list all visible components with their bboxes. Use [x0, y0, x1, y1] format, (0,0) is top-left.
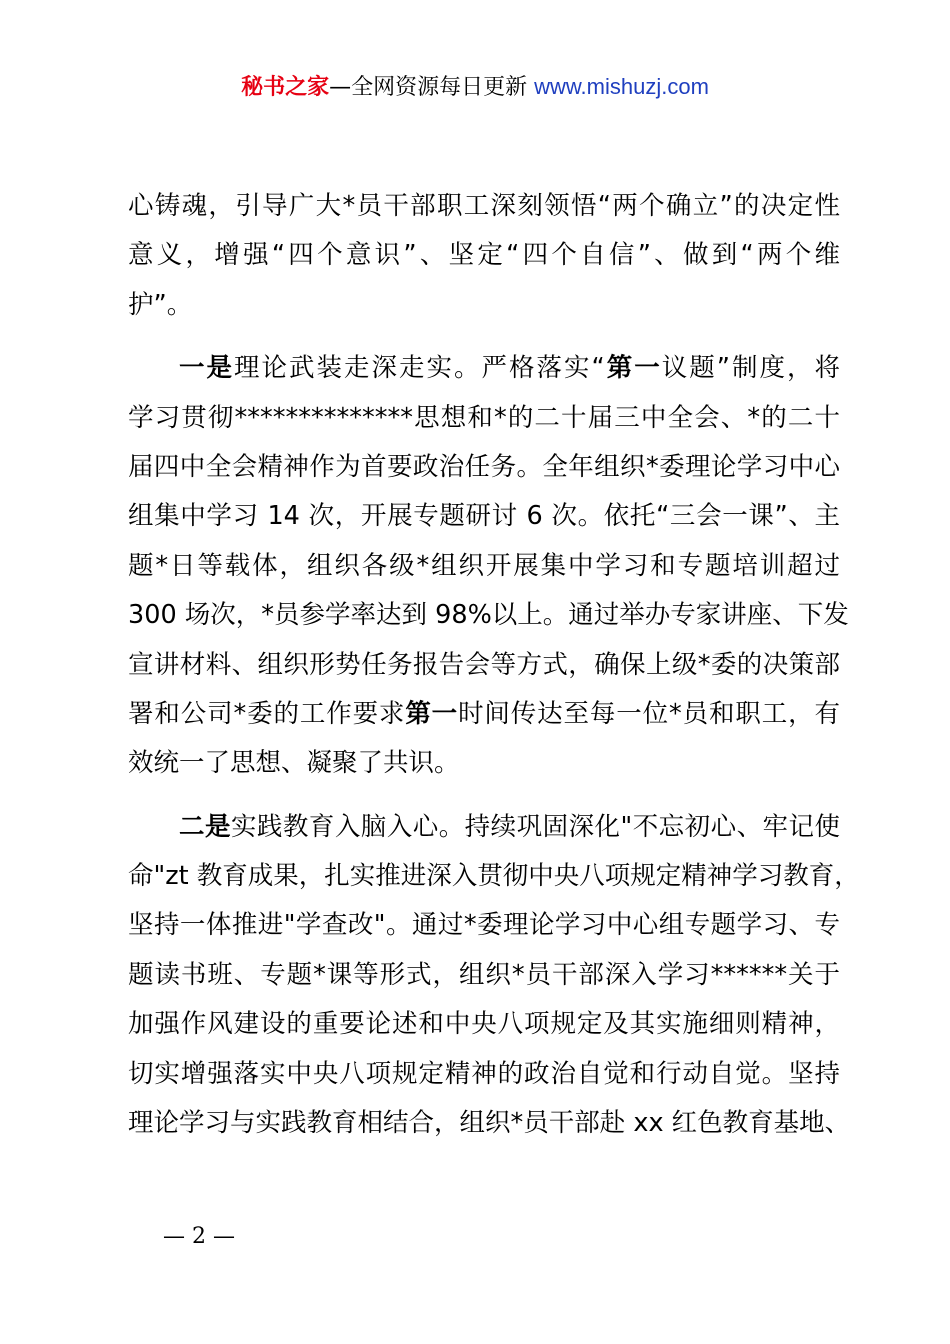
site-url-link[interactable]: www.mishuzj.com: [534, 74, 709, 99]
paragraph-intro: [128, 182, 840, 330]
text-line: 理论学习与实践教育相结合，组织*员干部赴 xx 红色教育基地、: [128, 1108, 851, 1139]
text-line: 学习贯彻**************思想和*的二十届三中全会、*的二十: [128, 402, 840, 433]
text-line: 护”。: [128, 289, 193, 320]
text-span: 时间传达至每一位*员和职工，有: [458, 698, 840, 729]
document-body: [128, 182, 860, 1148]
text-line: 加强作风建设的重要论述和中央八项规定及其实施细则精神，: [128, 1009, 840, 1040]
text-line: 组集中学习 14 次，开展专题研讨 6 次。依托“三会一课”、主: [128, 501, 840, 532]
text-line: 意义，增强“四个意识”、坚定“四个自信”、做到“两个维: [128, 240, 840, 271]
page-number: — 2 —: [163, 1224, 235, 1249]
text-line: [128, 344, 840, 393]
paragraph-lead: 二是: [179, 811, 231, 842]
site-brand: 秘书之家: [241, 75, 330, 100]
text-span: 议题”制度，将: [661, 353, 840, 384]
text-line: 心铸魂，引导广大*员干部职工深刻领悟“两个确立”的决定性: [128, 191, 840, 221]
page-header: [0, 72, 950, 103]
paragraph-practice: [128, 803, 860, 1149]
text-line: 届四中全会精神作为首要政治任务。全年组织*委理论学习中心: [128, 451, 840, 482]
text-line: 命"zt 教育成果，扎实推进深入贯彻中央八项规定精神学习教育，: [128, 861, 860, 892]
text-span: 实践教育入脑入心。持续巩固深化"不忘初心、牢记使: [230, 811, 840, 842]
text-line: 300 场次，*员参学率达到 98%以上。通过举办专家讲座、下发: [128, 600, 849, 631]
header-slogan: —全网资源每日更新: [329, 75, 528, 100]
text-line: [128, 803, 840, 852]
text-span: 理论武装走深走实。严格落实“: [234, 353, 605, 384]
text-line: 效统一了思想、凝聚了共识。: [128, 748, 460, 779]
text-line: 切实增强落实中央八项规定精神的政治自觉和行动自觉。坚持: [128, 1058, 840, 1089]
text-line: 宣讲材料、组织形势任务报告会等方式，确保上级*委的决策部: [128, 649, 840, 680]
paragraph-theory: [128, 344, 849, 789]
text-line: [128, 690, 840, 739]
text-line: 题读书班、专题*课等形式，组织*员干部深入学习******关于: [128, 959, 840, 990]
paragraph-lead: 一是: [179, 353, 235, 384]
text-line: 坚持一体推进"学查改"。通过*委理论学习中心组专题学习、专: [128, 910, 840, 941]
text-span: 署和公司*委的工作要求: [128, 698, 406, 729]
text-line: 题*日等载体，组织各级*组织开展集中学习和专题培训超过: [128, 550, 840, 581]
emphasis-text: 第一: [405, 698, 459, 729]
emphasis-text: 第一: [604, 353, 662, 384]
